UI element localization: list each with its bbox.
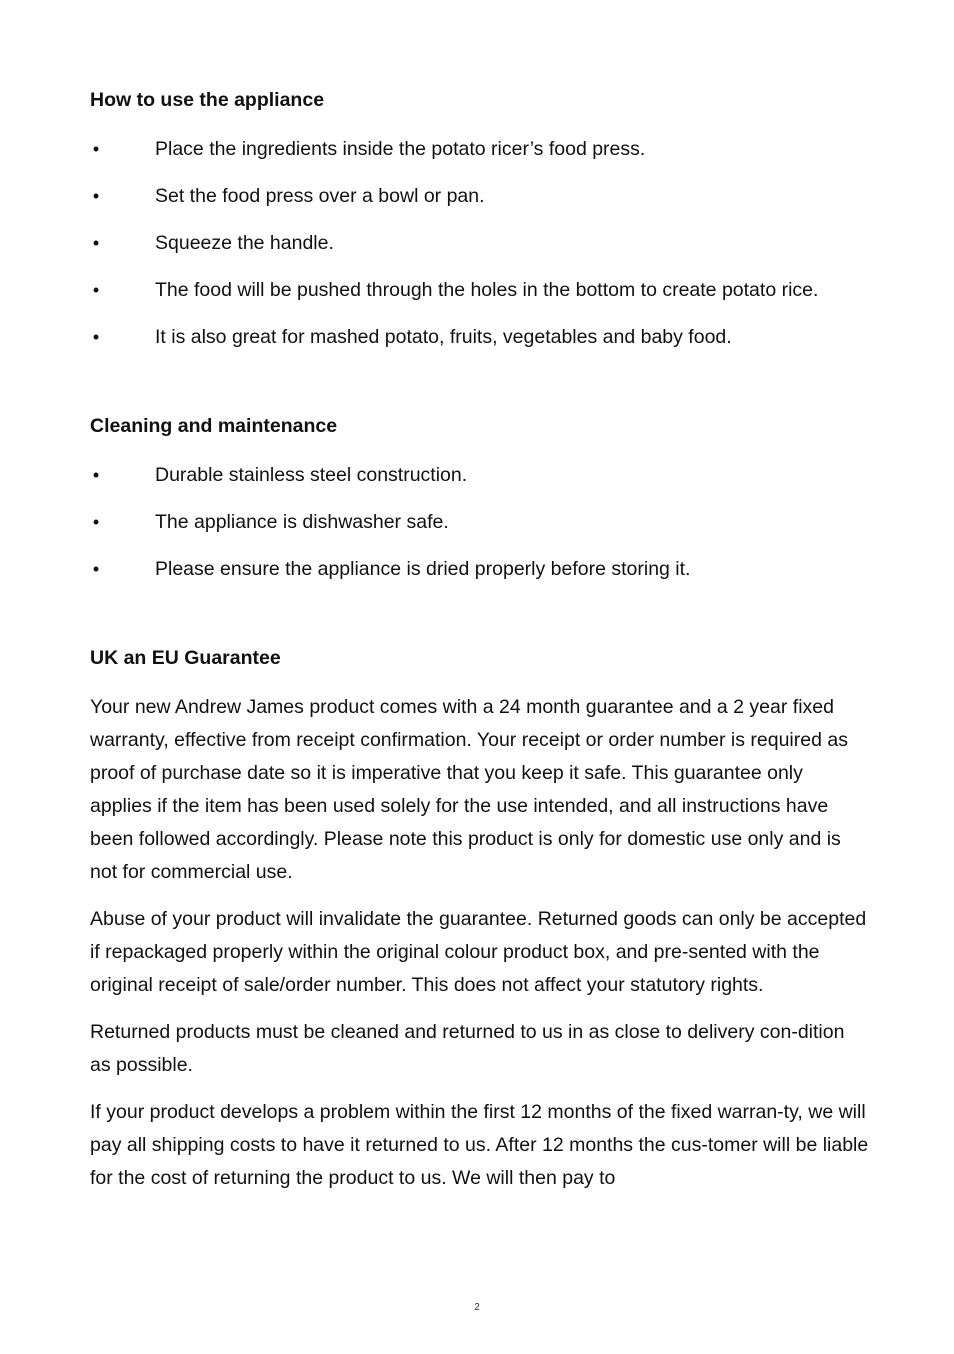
list-item-text: Please ensure the appliance is dried properly before storing it. xyxy=(155,558,691,580)
list-item xyxy=(90,553,870,586)
list-item xyxy=(90,133,870,166)
document-page xyxy=(90,86,870,1209)
list-item-text: The appliance is dishwasher safe. xyxy=(155,511,449,533)
cleaning-heading: Cleaning and maintenance xyxy=(90,415,338,437)
bullet-icon: • xyxy=(92,186,100,206)
guarantee-paragraph: Abuse of your product will invalidate the guarantee. Returned goods can only be accepted if repackaged properly within the original colour product box, and pre-sented with the original receipt of sale/order number. This does not affect your statutory rights. xyxy=(90,908,867,996)
list-item xyxy=(90,274,870,307)
list-item-text: Durable stainless steel construction. xyxy=(155,464,468,486)
list-item-text: Squeeze the handle. xyxy=(155,232,334,254)
cleaning-list xyxy=(90,459,870,586)
guarantee-paragraph: Returned products must be cleaned and returned to us in as close to delivery con-dition as possible. xyxy=(90,1021,845,1076)
list-item-text: Set the food press over a bowl or pan. xyxy=(155,185,485,207)
usage-list xyxy=(90,133,870,354)
list-item xyxy=(90,180,870,213)
usage-heading: How to use the appliance xyxy=(90,89,325,111)
list-item-text: The food will be pushed through the holes in the bottom to create potato rice. xyxy=(155,279,819,301)
bullet-icon: • xyxy=(92,512,100,532)
guarantee-paragraph: If your product develops a problem within the first 12 months of the fixed warran-ty, we will pay all shipping costs to have it returned to us. After 12 months the cus-tomer will be liable for the cost of returning the product to us. We will then pay to xyxy=(90,1101,869,1189)
bullet-icon: • xyxy=(92,559,100,579)
page-number: 2 xyxy=(474,1302,480,1313)
list-item xyxy=(90,459,870,492)
bullet-icon: • xyxy=(92,327,100,347)
bullet-icon: • xyxy=(92,139,100,159)
bullet-icon: • xyxy=(92,465,100,485)
guarantee-paragraph: Your new Andrew James product comes with a 24 month guarantee and a 2 year fixed warranty, effective from receipt confirmation. Your receipt or order number is required as proof of purchase date so it is imperative that you keep it safe. This guarantee only applies if the item has been used solely for the use intended, and all instructions have been followed accordingly. Please note this product is only for domestic use only and is not for commercial use. xyxy=(90,696,848,883)
section-spacer xyxy=(90,368,870,412)
list-item xyxy=(90,321,870,354)
guarantee-heading: UK an EU Guarantee xyxy=(90,647,281,669)
list-item-text: It is also great for mashed potato, fruits, vegetables and baby food. xyxy=(155,326,732,348)
list-item-text: Place the ingredients inside the potato ricer’s food press. xyxy=(155,138,646,160)
bullet-icon: • xyxy=(92,233,100,253)
list-item xyxy=(90,227,870,260)
list-item xyxy=(90,506,870,539)
section-spacer xyxy=(90,600,870,644)
bullet-icon: • xyxy=(92,280,100,300)
